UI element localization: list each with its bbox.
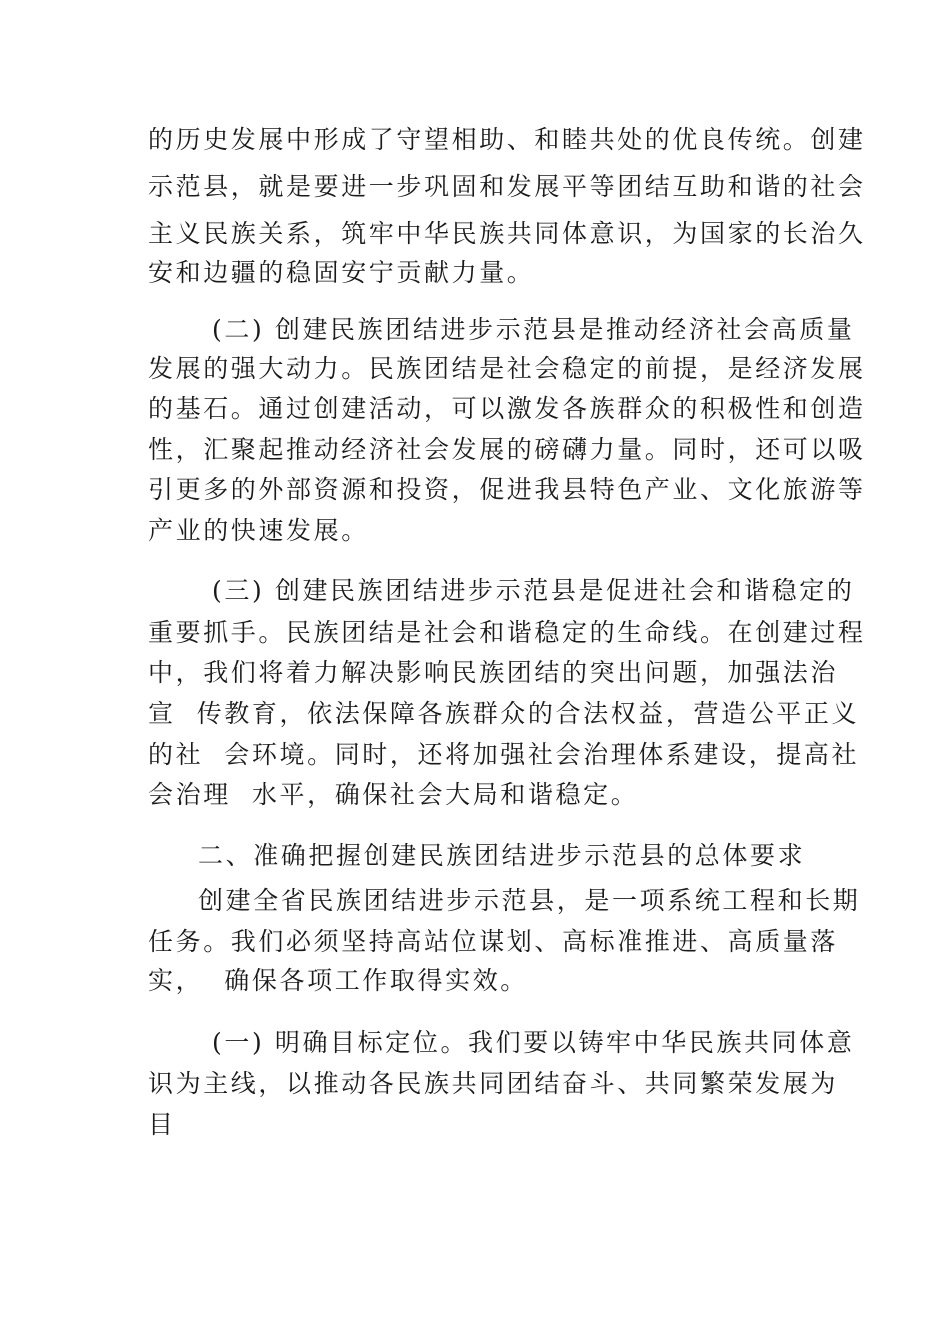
section-heading-line: (二) 创建民族团结进步示范县是推动经济社会高质量 [212, 315, 855, 344]
paragraph-line: 引更多的外部资源和投资，促进我县特色产业、文化旅游等 [148, 475, 866, 504]
paragraph-line: 重要抓手。民族团结是社会和谐稳定的生命线。在创建过程 [148, 618, 866, 647]
paragraph-line: 实， 确保各项工作取得实效。 [148, 966, 528, 995]
paragraph-line: 产业的快速发展。 [148, 516, 369, 545]
paragraph-line: 创建全省民族团结进步示范县，是一项系统工程和长期 [198, 886, 861, 915]
paragraph-line: 的基石。通过创建活动，可以激发各族群众的积极性和创造 [148, 394, 866, 423]
paragraph-line: 主义民族关系，筑牢中华民族共同体意识，为国家的长治久 [148, 219, 866, 248]
paragraph-line: 性，汇聚起推动经济社会发展的磅礴力量。同时，还可以吸 [148, 435, 866, 464]
paragraph-line: 示范县，就是要进一步巩固和发展平等团结互助和谐的社会 [148, 172, 866, 201]
paragraph-line: 的历史发展中形成了守望相助、和睦共处的优良传统。创建 [148, 125, 866, 154]
paragraph-line: 目 [148, 1110, 176, 1139]
section-heading-line: (一) 明确目标定位。我们要以铸牢中华民族共同体意 [212, 1028, 855, 1057]
paragraph-line: 识为主线，以推动各民族共同团结奋斗、共同繁荣发展为 [148, 1069, 839, 1098]
paragraph-line: 安和边疆的稳固安宁贡献力量。 [148, 258, 535, 287]
paragraph-line: 会治理 水平，确保社会大局和谐稳定。 [148, 780, 639, 809]
paragraph-line: 发展的强大动力。民族团结是社会稳定的前提，是经济发展 [148, 354, 866, 383]
paragraph-line: 宣 传教育，依法保障各族群众的合法权益，营造公平正义 [148, 699, 860, 728]
section-heading-line: (三) 创建民族团结进步示范县是促进社会和谐稳定的 [212, 576, 855, 605]
paragraph-line: 中，我们将着力解决影响民族团结的突出问题，加强法治 [148, 658, 839, 687]
paragraph-line: 的社 会环境。同时，还将加强社会治理体系建设，提高社 [148, 740, 860, 769]
paragraph-line: 任务。我们必须坚持高站位谋划、高标准推进、高质量落 [148, 927, 839, 956]
chapter-heading: 二、准确把握创建民族团结进步示范县的总体要求 [198, 841, 806, 870]
